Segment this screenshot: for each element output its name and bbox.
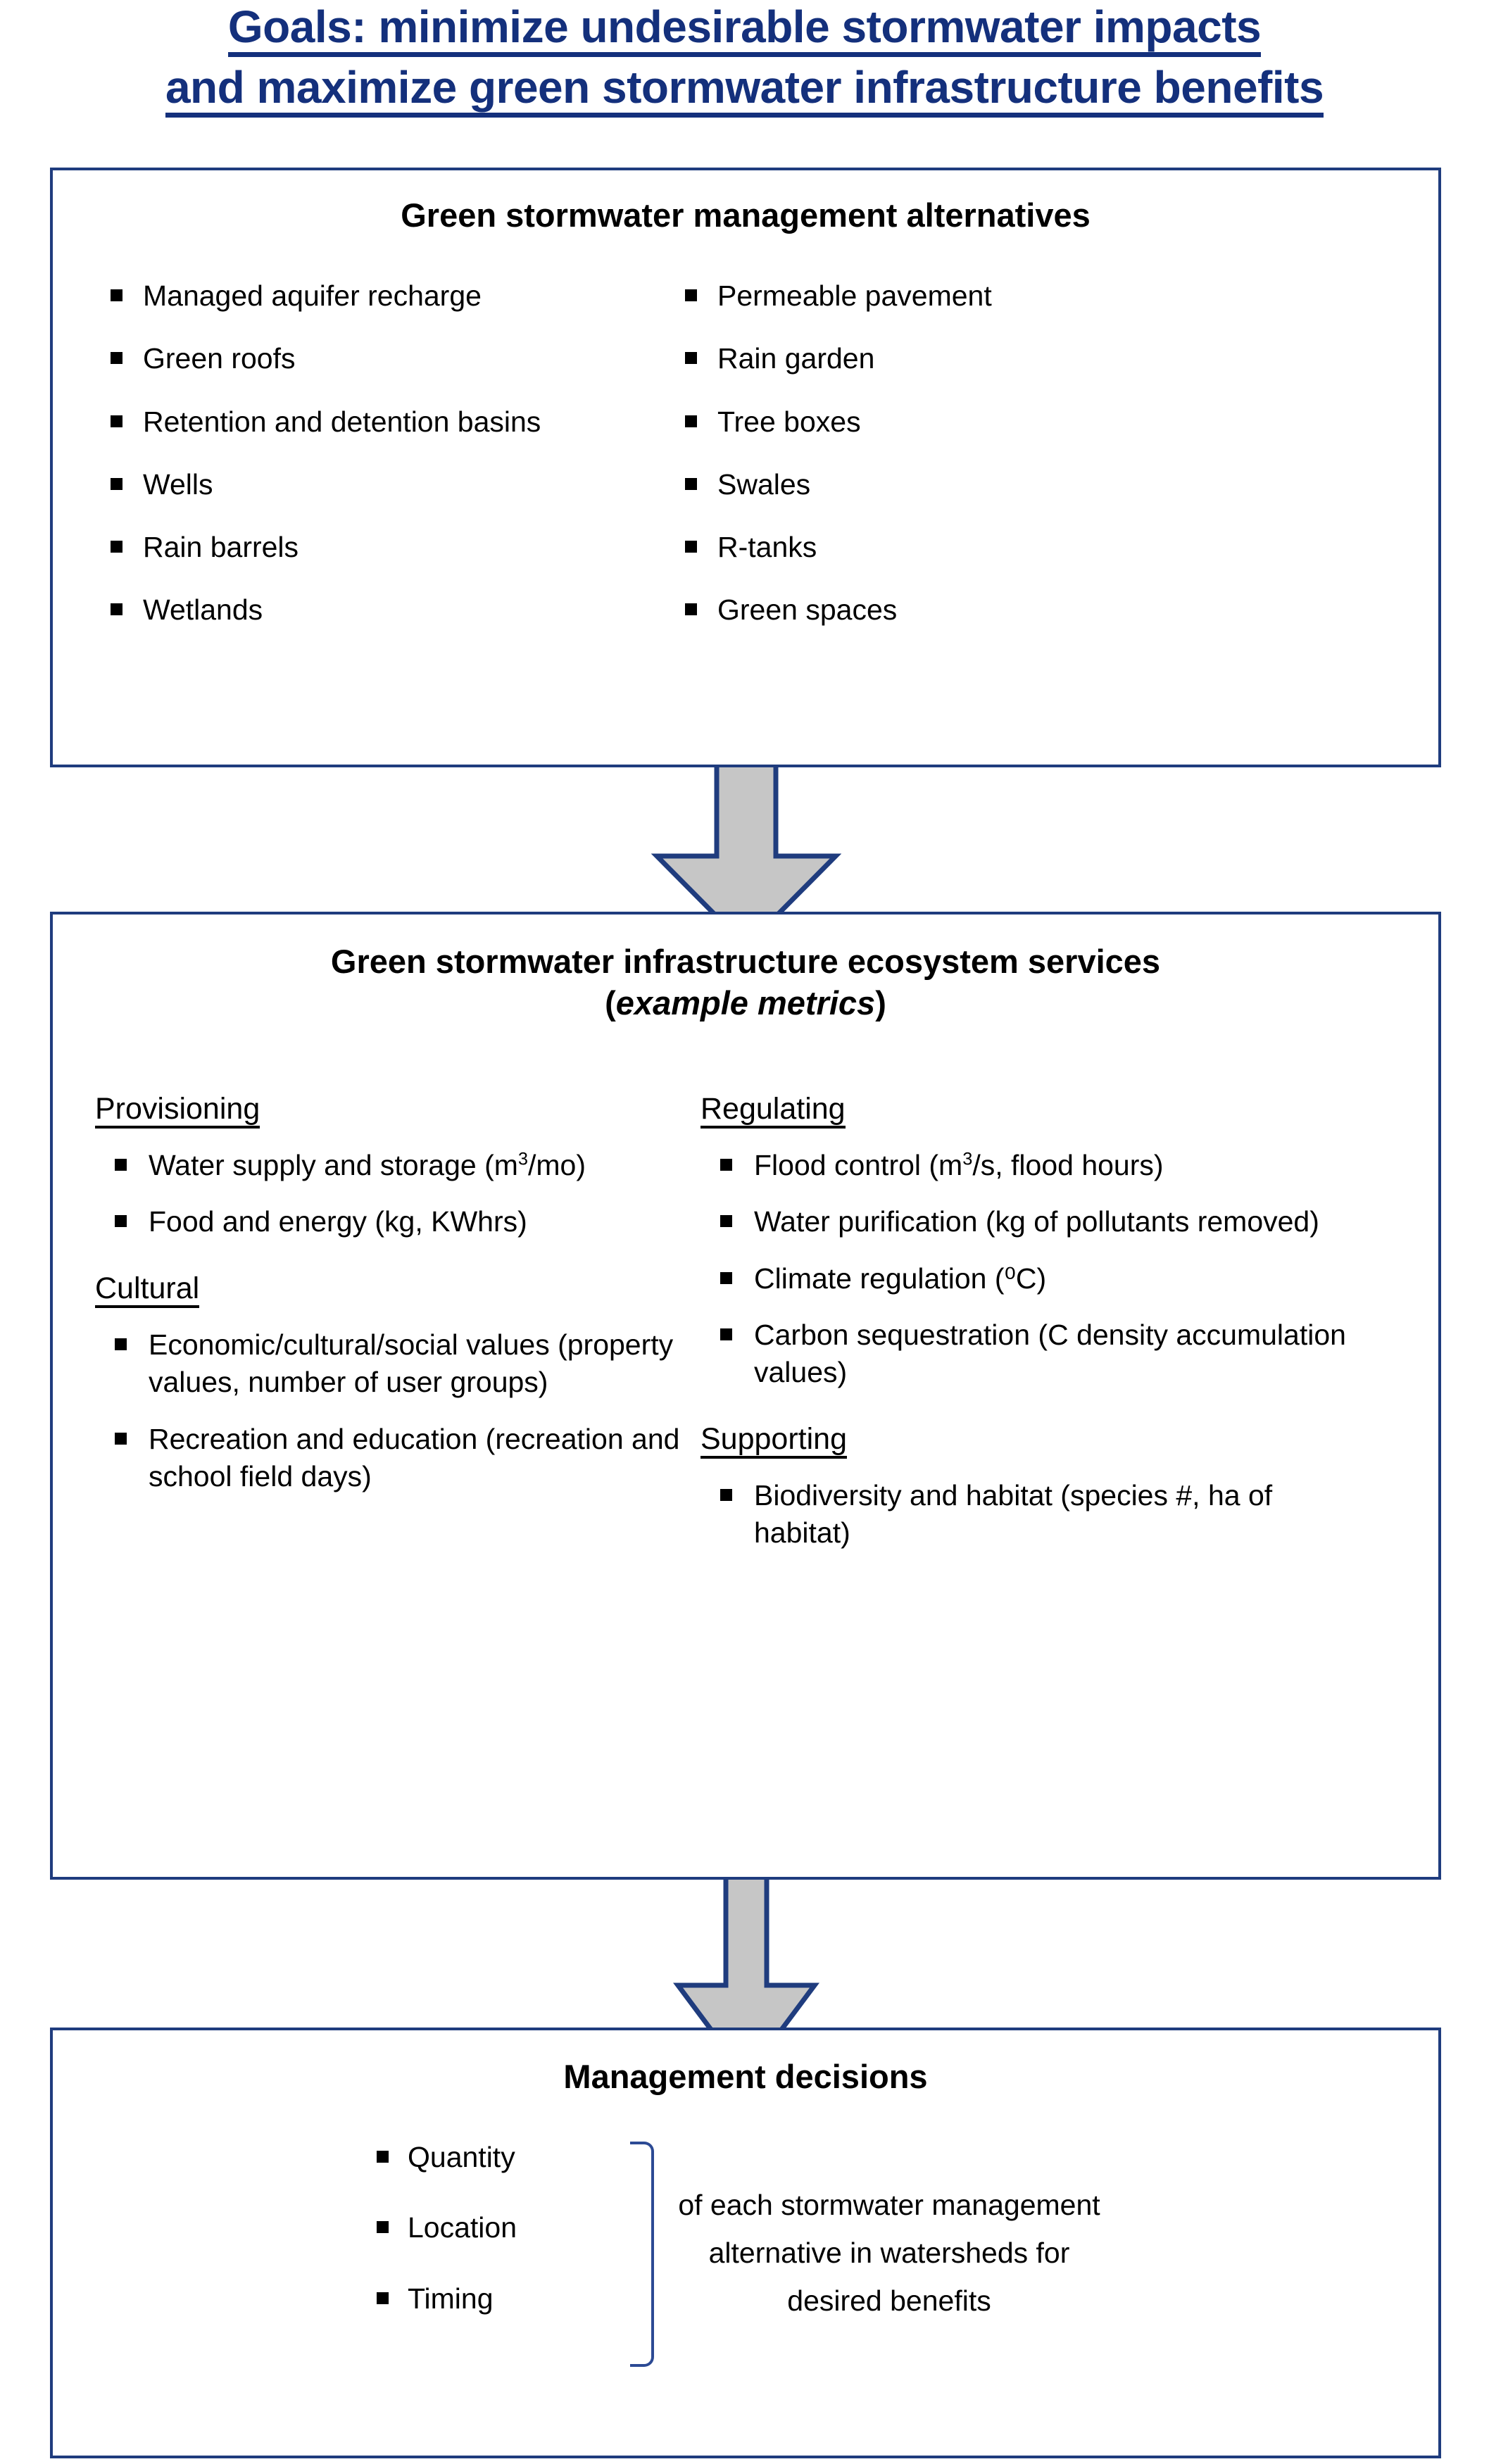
list-item-label: Permeable pavement: [717, 279, 992, 312]
services-group-supporting: [700, 1422, 1376, 1552]
list-item-label: Recreation and education (recreation and school field days): [149, 1422, 680, 1492]
list-item: [700, 1147, 1376, 1184]
alternatives-columns: [53, 277, 1438, 655]
list-item: [95, 1147, 686, 1184]
services-right-column: [686, 1092, 1376, 1571]
list-item-label: Timing: [408, 2282, 494, 2315]
square-bullet-icon: [377, 2221, 389, 2233]
services-left-column: [53, 1092, 686, 1571]
list-item-label: Swales: [717, 467, 811, 501]
list-item: [685, 403, 1306, 441]
list-item-label: Flood control ($m^3/s$, flood hours): [754, 1149, 1164, 1182]
services-group-title: Regulating: [700, 1092, 846, 1129]
list-item-label: Green roofs: [143, 342, 296, 375]
list-item-label: Green spaces: [717, 593, 898, 627]
square-bullet-icon: [111, 352, 122, 364]
square-bullet-icon: [115, 1159, 127, 1171]
right-brace-icon: [630, 2142, 654, 2367]
square-bullet-icon: [115, 1338, 127, 1350]
list-item: [377, 2139, 630, 2176]
services-group-regulating: [700, 1092, 1376, 1392]
box-green-stormwater-management-alternatives: [50, 168, 1441, 767]
list-item-label: Quantity: [408, 2141, 515, 2173]
list-item: [111, 591, 672, 629]
square-bullet-icon: [720, 1215, 732, 1227]
list-item: [685, 529, 1306, 566]
list-item-label: Location: [408, 2211, 517, 2244]
list-item: [377, 2209, 630, 2246]
list-item-label: Biodiversity and habitat (species #, ha of habitat): [754, 1478, 1273, 1550]
services-heading: [53, 941, 1438, 1024]
list-item: [95, 1326, 686, 1402]
list-item: [685, 340, 1306, 377]
list-item: [111, 340, 672, 377]
services-group-title: Supporting: [700, 1422, 847, 1459]
services-heading-line-1: Green stormwater infrastructure ecosystem services: [330, 943, 1161, 980]
services-group-title: Cultural: [95, 1271, 199, 1308]
list-item-label: Retention and detention basins: [143, 405, 541, 438]
decisions-note: of each stormwater management alternative in watersheds for desired benefits: [678, 2189, 1100, 2318]
list-item: [700, 1260, 1376, 1297]
list-item-label: Managed aquifer recharge: [143, 279, 482, 312]
list-item-label: Economic/cultural/social values (property values, number of user groups): [149, 1328, 674, 1399]
page-title: [0, 1, 1489, 118]
list-item-label: Carbon sequestration (C density accumulation values): [754, 1319, 1346, 1389]
square-bullet-icon: [685, 415, 697, 427]
list-item: [111, 529, 672, 566]
list-item: [111, 403, 672, 441]
services-group-title: Provisioning: [95, 1092, 260, 1129]
services-group-cultural: [95, 1271, 686, 1495]
list-item: [111, 466, 672, 503]
list-item-label: Rain garden: [717, 342, 875, 375]
square-bullet-icon: [685, 352, 697, 364]
square-bullet-icon: [685, 478, 697, 490]
spacer: [95, 1260, 686, 1271]
list-item-label: Rain barrels: [143, 531, 299, 564]
alternatives-right-column: [672, 277, 1306, 655]
page-title-line-2: and maximize green stormwater infrastructure benefits: [165, 65, 1324, 118]
list-item: [700, 1203, 1376, 1240]
list-item: [685, 591, 1306, 629]
square-bullet-icon: [685, 541, 697, 553]
square-bullet-icon: [377, 2292, 389, 2304]
square-bullet-icon: [111, 541, 122, 553]
list-item: [700, 1316, 1376, 1392]
square-bullet-icon: [111, 478, 122, 490]
list-item-label: Wetlands: [143, 593, 263, 627]
decisions-heading: Management decisions: [563, 2058, 928, 2095]
services-columns: [53, 1092, 1438, 1571]
list-item-label: R-tanks: [717, 531, 817, 564]
page-title-line-1: Goals: minimize undesirable stormwater impacts: [228, 4, 1261, 57]
box-green-stormwater-infrastructure-ecosystem-services: [50, 912, 1441, 1880]
list-item: [377, 2280, 630, 2318]
services-heading-example-metrics: example metrics: [615, 984, 876, 1022]
list-item: [95, 1203, 686, 1240]
list-item: [685, 277, 1306, 315]
square-bullet-icon: [111, 415, 122, 427]
square-bullet-icon: [720, 1328, 732, 1340]
services-group-provisioning: [95, 1092, 686, 1241]
services-heading-paren-close: ): [875, 984, 886, 1022]
square-bullet-icon: [720, 1159, 732, 1171]
box-management-decisions: [50, 2028, 1441, 2458]
decisions-body: [53, 2135, 1438, 2367]
list-item-label: Water supply and storage $(m^3/mo)$: [149, 1149, 586, 1182]
square-bullet-icon: [685, 603, 697, 615]
list-item: [685, 466, 1306, 503]
list-item: [95, 1421, 686, 1496]
list-item-label: Water purification (kg of pollutants removed): [754, 1205, 1319, 1238]
square-bullet-icon: [115, 1215, 127, 1227]
spacer: [700, 1411, 1376, 1422]
alternatives-heading: Green stormwater management alternatives: [401, 196, 1091, 234]
list-item-label: Wells: [143, 467, 213, 501]
square-bullet-icon: [115, 1433, 127, 1445]
alternatives-left-column: [53, 277, 672, 655]
services-heading-paren-open: (: [605, 984, 616, 1022]
square-bullet-icon: [111, 289, 122, 301]
square-bullet-icon: [720, 1489, 732, 1501]
square-bullet-icon: [720, 1272, 732, 1284]
list-item-label: Climate regulation (⁰C): [754, 1262, 1047, 1295]
square-bullet-icon: [685, 289, 697, 301]
square-bullet-icon: [111, 603, 122, 615]
decisions-list: [377, 2135, 630, 2318]
list-item: [111, 277, 672, 315]
list-item: [700, 1477, 1376, 1552]
list-item-label: Tree boxes: [717, 405, 861, 438]
list-item-label: Food and energy (kg, KWhrs): [149, 1205, 527, 1238]
square-bullet-icon: [377, 2151, 389, 2163]
